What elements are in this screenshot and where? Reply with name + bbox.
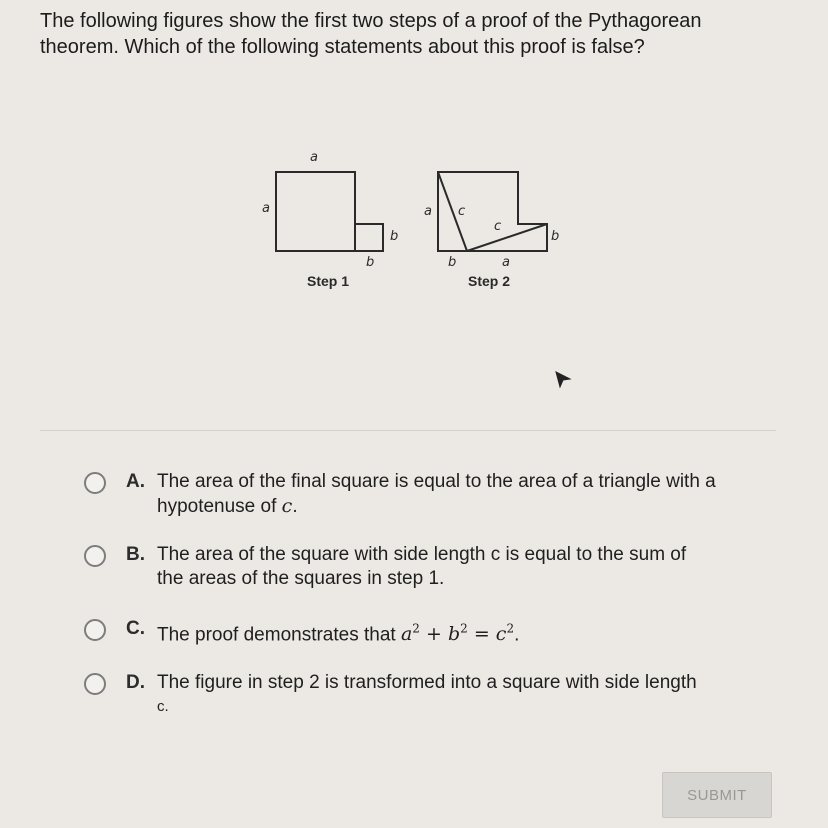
radio-c[interactable]: [84, 619, 106, 641]
step1-small-bottom-label: b: [366, 255, 375, 270]
choice-b-line2: the areas of the squares in step 1.: [157, 568, 445, 589]
choice-c-equation: [401, 623, 514, 645]
choice-d-text: [157, 671, 777, 719]
step2-right-label: b: [551, 229, 560, 244]
choice-c-letter: C.: [126, 618, 145, 639]
step1-label: Step 1: [307, 273, 350, 289]
step2-hyp-label-1: c: [458, 204, 466, 219]
divider: [40, 430, 776, 431]
mouse-pointer-icon: [554, 370, 572, 390]
radio-b[interactable]: [84, 545, 106, 567]
choice-a-math-c: c: [281, 495, 293, 517]
choice-b[interactable]: [84, 543, 784, 593]
choice-c-lead: The proof demonstrates that: [157, 624, 396, 646]
choice-b-letter: B.: [126, 544, 145, 565]
choice-d-line1: The figure in step 2 is transformed into a square with side length: [157, 672, 697, 693]
step2-label: Step 2: [468, 273, 511, 289]
math-a: a: [400, 623, 413, 646]
exp-b: 2: [460, 622, 468, 636]
exp-a: 2: [412, 622, 420, 636]
step1-small-square: [355, 224, 383, 251]
question-text: The following figures show the first two steps of a proof of the Pythagorean theorem. Which of the following statements about this proof is false?: [40, 10, 702, 58]
choice-a-line1: The area of the final square is equal to the area of a triangle with a: [157, 471, 716, 492]
step2-combined-shape: [438, 172, 547, 251]
choice-b-text: [157, 543, 777, 591]
choice-a-letter: A.: [126, 471, 145, 492]
choice-a-line2-end: .: [292, 496, 298, 517]
choice-c-end: .: [514, 624, 520, 646]
choice-d-letter: D.: [126, 672, 145, 693]
math-c: c: [495, 623, 507, 646]
step1-top-label: a: [310, 150, 318, 165]
step2-bottom-b-label: b: [448, 255, 457, 270]
radio-a[interactable]: [84, 472, 106, 494]
choice-a-line2: [157, 494, 777, 519]
step1-small-right-label: b: [390, 229, 399, 244]
choice-a-line2-text: hypotenuse of: [157, 496, 277, 517]
step2-bottom-a-label: a: [502, 255, 510, 270]
choice-c[interactable]: [84, 617, 784, 646]
choice-a-text: [157, 470, 777, 519]
exp-c: 2: [506, 622, 515, 636]
step2-left-label: a: [424, 204, 432, 219]
submit-button[interactable]: SUBMIT: [662, 772, 772, 818]
math-plus: +: [425, 623, 442, 646]
step2-hyp-label-2: c: [494, 219, 502, 234]
step1-left-label: a: [262, 201, 270, 216]
choice-a[interactable]: [84, 470, 784, 520]
choice-c-text: [157, 617, 777, 647]
math-eq: =: [473, 623, 490, 646]
math-b: b: [447, 623, 461, 646]
choice-d[interactable]: [84, 671, 784, 721]
choice-d-line2: c.: [157, 698, 169, 715]
choice-b-line1: The area of the square with side length c is equal to the sum of: [157, 544, 687, 565]
step2-hypotenuse-right: [467, 224, 547, 251]
step1-big-square: [276, 172, 355, 251]
radio-d[interactable]: [84, 673, 106, 695]
